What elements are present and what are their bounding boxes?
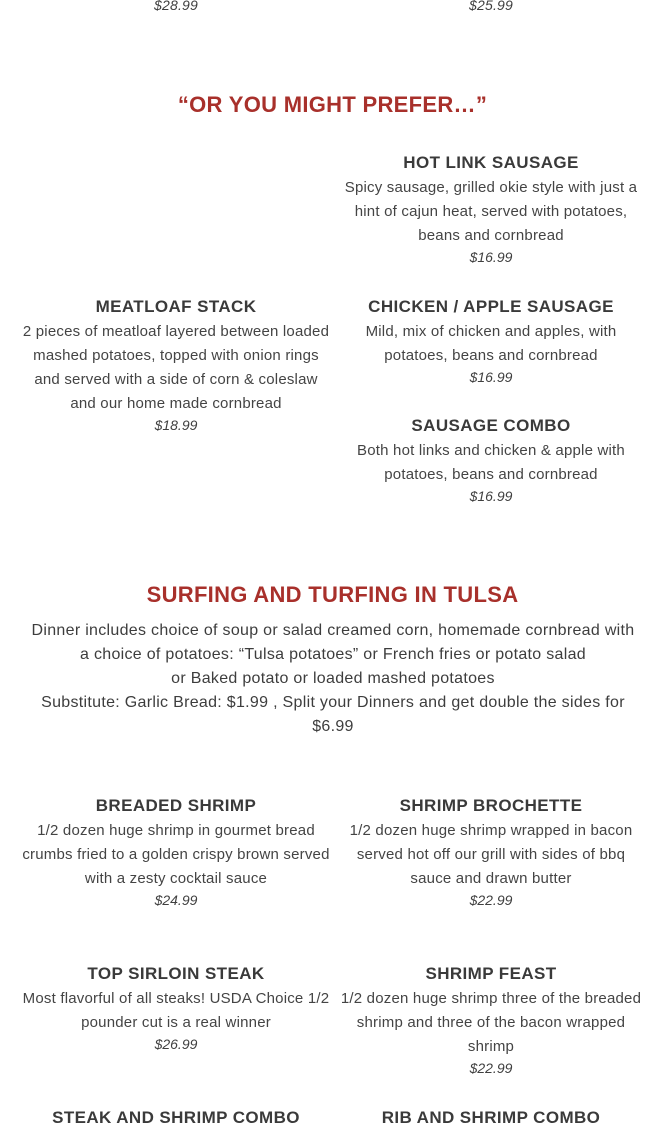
item-price: $16.99 xyxy=(469,369,513,385)
item-description: 1/2 dozen huge shrimp three of the breaded shrimp and three of the bacon wrapped shrimp xyxy=(340,990,642,1055)
item-description: Both hot links and chicken & apple with potatoes, beans and cornbread xyxy=(357,442,625,483)
section-intro xyxy=(28,619,638,739)
item-price: $16.99 xyxy=(469,488,513,504)
item-title: STEAK AND SHRIMP COMBO xyxy=(52,1108,300,1127)
item-description: 2 pieces of meatloaf layered between loaded mashed potatoes, topped with onion rings and served with a side of corn & coleslaw and our home made cornbread xyxy=(22,323,330,412)
item-title: SAUSAGE COMBO xyxy=(411,416,571,435)
section-heading-prefer: “OR YOU MIGHT PREFER…” xyxy=(177,92,488,117)
menu-item-rib-and-shrimp-combo xyxy=(336,1107,646,1131)
item-description: Mild, mix of chicken and apples, with potatoes, beans and cornbread xyxy=(365,323,617,364)
item-description: Spicy sausage, grilled okie style with just a hint of cajun heat, served with potatoes, beans and cornbread xyxy=(344,179,638,244)
item-title: HOT LINK SAUSAGE xyxy=(403,153,579,172)
menu-item-steak-and-shrimp-combo xyxy=(20,1107,332,1131)
item-price: $18.99 xyxy=(154,417,198,433)
intro-line: Dinner includes choice of soup or salad creamed corn, homemade cornbread with a choice of potatoes: “Tulsa potatoes” or French fries or potato salad xyxy=(31,622,635,663)
item-title: RIB AND SHRIMP COMBO xyxy=(381,1108,601,1127)
item-title: TOP SIRLOIN STEAK xyxy=(87,964,265,983)
menu-item-shrimp-brochette xyxy=(336,795,646,909)
section-heading-surf-turf: SURFING AND TURFING IN TULSA xyxy=(146,582,519,607)
intro-line: or Baked potato or loaded mashed potatoes xyxy=(171,670,495,687)
previous-item-price: $25.99 xyxy=(468,0,514,13)
item-price: $22.99 xyxy=(469,1060,513,1076)
item-title: MEATLOAF STACK xyxy=(95,297,257,316)
item-title: SHRIMP FEAST xyxy=(425,964,557,983)
intro-line: Substitute: Garlic Bread: $1.99 , Split your Dinners and get double the sides for $6.99 xyxy=(41,694,625,735)
menu-item-sausage-combo xyxy=(336,415,646,505)
item-price: $22.99 xyxy=(469,892,513,908)
item-title: CHICKEN / APPLE SAUSAGE xyxy=(368,297,614,316)
item-price: $16.99 xyxy=(469,249,513,265)
item-description: Most flavorful of all steaks! USDA Choice 1/2 pounder cut is a real winner xyxy=(22,990,330,1031)
menu-item-breaded-shrimp xyxy=(20,795,332,909)
menu-item-meatloaf-stack xyxy=(20,296,332,434)
menu-item-chicken-apple-sausage xyxy=(336,296,646,386)
item-title: BREADED SHRIMP xyxy=(95,796,257,815)
item-price: $26.99 xyxy=(154,1036,198,1052)
item-description: 1/2 dozen huge shrimp in gourmet bread crumbs fried to a golden crispy brown served with a zesty cocktail sauce xyxy=(22,822,330,887)
menu-item-top-sirloin-steak xyxy=(20,963,332,1053)
item-price: $24.99 xyxy=(154,892,198,908)
menu-item-shrimp-feast xyxy=(336,963,646,1077)
item-title: SHRIMP BROCHETTE xyxy=(399,796,583,815)
previous-item-price: $28.99 xyxy=(153,0,199,13)
menu-item-hot-link-sausage xyxy=(336,152,646,266)
item-description: 1/2 dozen huge shrimp wrapped in bacon served hot off our grill with sides of bbq sauce and drawn butter xyxy=(349,822,633,887)
